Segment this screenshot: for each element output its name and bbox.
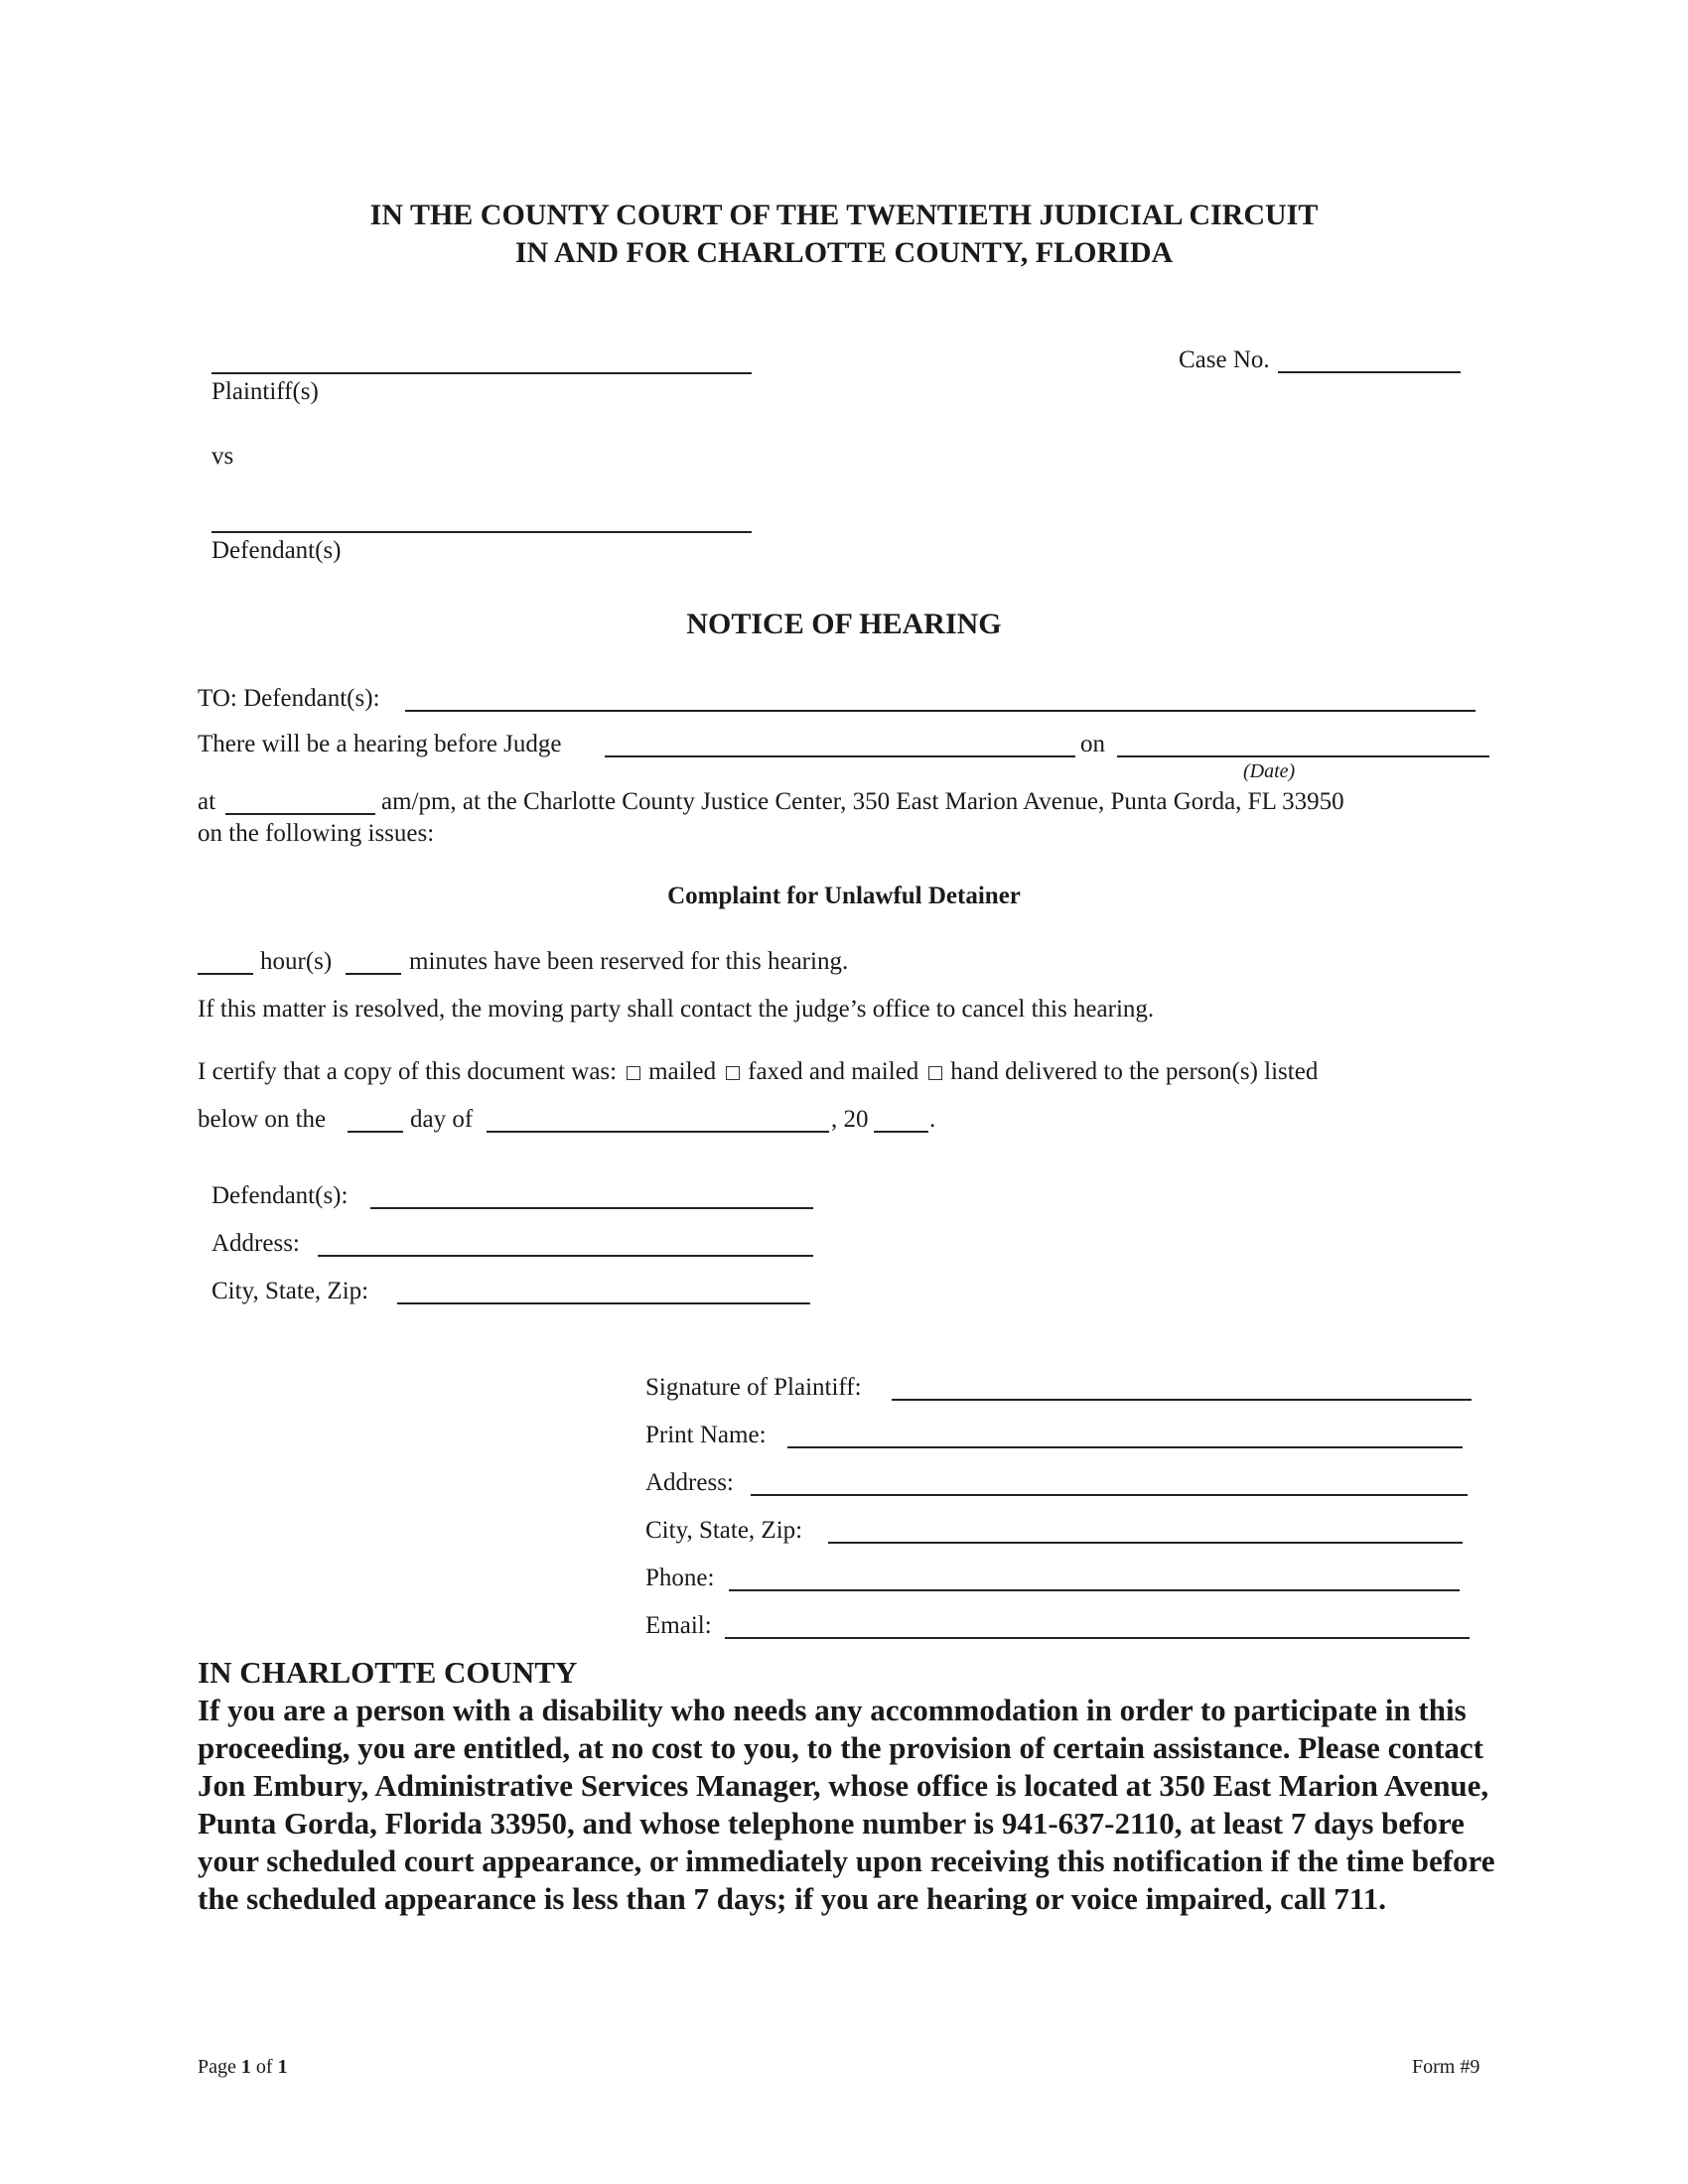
minutes-label: minutes have been reserved for this hearing. (409, 948, 849, 975)
plaintiff-line[interactable] (211, 372, 752, 374)
sig-city-label: City, State, Zip: (645, 1517, 803, 1544)
year-line[interactable] (874, 1131, 928, 1133)
sig-address-label: Address: (645, 1469, 734, 1496)
judge-line[interactable] (605, 755, 1075, 757)
sig-address-line[interactable] (751, 1494, 1468, 1496)
defendant-line[interactable] (211, 531, 752, 533)
faxed-mailed-label: faxed and mailed (748, 1058, 919, 1085)
minutes-line[interactable] (346, 973, 401, 975)
page-indicator (198, 2056, 288, 2079)
hours-label: hour(s) (260, 948, 333, 975)
to-defendant-line[interactable] (405, 710, 1476, 712)
recipient-city-label: City, State, Zip: (211, 1278, 369, 1304)
year-prefix: , 20 (831, 1106, 869, 1133)
issue-title: Complaint for Unlawful Detainer (667, 883, 1021, 909)
ada-title: IN CHARLOTTE COUNTY (198, 1655, 578, 1690)
cancel-text: If this matter is resolved, the moving party shall contact the judge’s office to cancel this hearing. (198, 996, 1155, 1023)
print-name-label: Print Name: (645, 1422, 767, 1448)
phone-line[interactable] (729, 1589, 1460, 1591)
hours-line[interactable] (198, 973, 253, 975)
location-text: am/pm, at the Charlotte County Justice Center, 350 East Marion Avenue, Punta Gorda, FL 33950 (381, 788, 1344, 815)
faxed-mailed-checkbox[interactable] (726, 1066, 740, 1080)
issues-text: on the following issues: (198, 820, 435, 847)
sig-city-line[interactable] (828, 1542, 1463, 1544)
page-total: 1 (277, 2056, 288, 2078)
to-defendant-label: TO: Defendant(s): (198, 685, 380, 712)
email-line[interactable] (725, 1637, 1470, 1639)
signature-label: Signature of Plaintiff: (645, 1374, 862, 1401)
notice-title: NOTICE OF HEARING (686, 608, 1002, 640)
form-number: Form #9 (1412, 2056, 1480, 2078)
signature-line[interactable] (892, 1399, 1472, 1401)
case-no-line[interactable] (1278, 371, 1461, 373)
day-line[interactable] (348, 1131, 403, 1133)
case-no-label: Case No. (1179, 346, 1270, 373)
defendant-label: Defendant(s) (211, 537, 342, 564)
phone-label: Phone: (645, 1565, 715, 1591)
time-line[interactable] (225, 813, 375, 815)
below-on-label: below on the (198, 1106, 327, 1133)
date-hint: (Date) (1243, 760, 1296, 782)
certify-prefix: I certify that a copy of this document was: (198, 1058, 618, 1085)
court-header-line1: IN THE COUNTY COURT OF THE TWENTIETH JUDICIAL CIRCUIT (369, 199, 1319, 231)
page-of: of (255, 2056, 273, 2078)
print-name-line[interactable] (787, 1446, 1463, 1448)
year-period: . (929, 1106, 936, 1133)
day-of-label: day of (410, 1106, 474, 1133)
recipient-defendant-line[interactable] (370, 1207, 813, 1209)
recipient-city-line[interactable] (397, 1302, 810, 1304)
page-prefix: Page (198, 2056, 236, 2078)
month-line[interactable] (487, 1131, 829, 1133)
court-header-line2: IN AND FOR CHARLOTTE COUNTY, FLORIDA (514, 236, 1174, 269)
email-label: Email: (645, 1612, 712, 1639)
hearing-judge-label: There will be a hearing before Judge (198, 731, 562, 757)
date-line[interactable] (1117, 755, 1489, 757)
mailed-checkbox[interactable] (627, 1066, 640, 1080)
ada-notice (198, 1654, 1518, 1918)
plaintiff-label: Plaintiff(s) (211, 378, 319, 405)
page-number: 1 (240, 2056, 251, 2078)
mailed-label: mailed (648, 1058, 717, 1085)
recipient-address-label: Address: (211, 1230, 300, 1257)
vs-label: vs (211, 443, 234, 470)
hand-delivered-checkbox[interactable] (928, 1066, 942, 1080)
hand-delivered-label: hand delivered to the person(s) listed (950, 1058, 1319, 1085)
ada-body: If you are a person with a disability who needs any accommodation in order to participate in this proceeding, you are entitled, at no cost to you, to the provision of certain assistance. Please contact Jon Embury, Administrative Services Manager, whose office is located at 350 East Marion Avenue, Punta Gorda, Florida 33950, and whose telephone number is 941-637-2110, at least 7 days before your scheduled court appearance, or immediately upon receiving this notification if the time before the scheduled appearance is less than 7 days; if you are hearing or voice impaired, call 711. (198, 1693, 1495, 1916)
on-label: on (1080, 731, 1105, 757)
recipient-defendant-label: Defendant(s): (211, 1182, 349, 1209)
certify-line (198, 1057, 1318, 1087)
at-label: at (198, 788, 216, 815)
recipient-address-line[interactable] (318, 1255, 813, 1257)
